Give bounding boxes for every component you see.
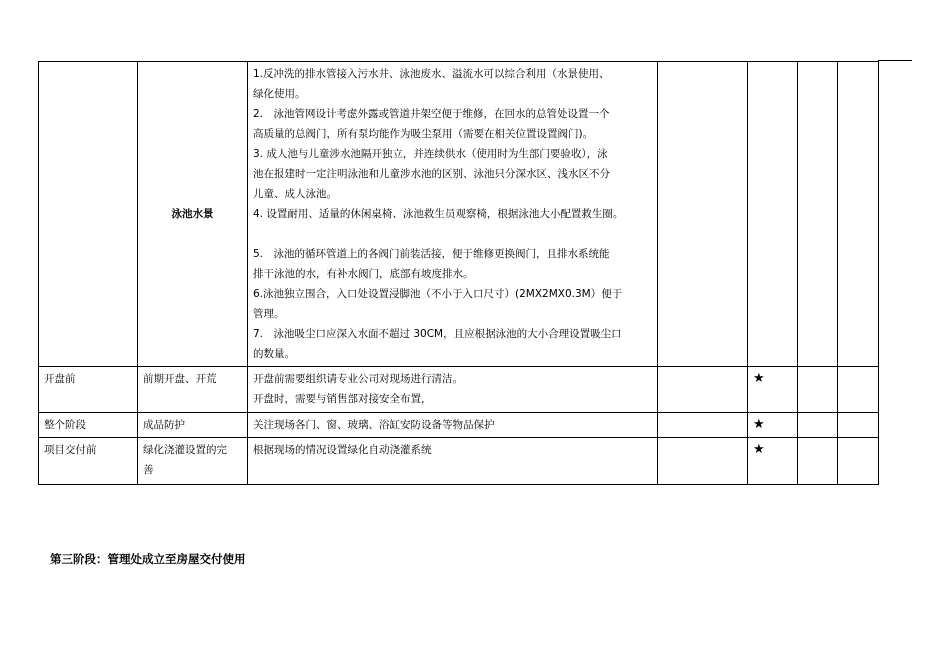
item-cell: 前期开盘、开荒: [138, 367, 248, 413]
item-cell: [138, 438, 248, 485]
empty-cell: [798, 438, 838, 485]
empty-cell: [838, 413, 879, 438]
content-line: 4. 设置耐用、适量的休闲桌椅、泳池救生员观察椅，根据泳池大小配置救生圈。: [253, 208, 624, 220]
empty-cell: [838, 62, 879, 367]
content-line: 开盘时，需要与销售部对接安全布置，: [253, 393, 432, 405]
empty-cell: [658, 438, 748, 485]
content-line: 池在报建时一定注明泳池和儿童涉水池的区别、泳池只分深水区、浅水区不分: [253, 168, 610, 180]
content-line: 7. 泳池吸尘口应深入水面不超过 30CM，且应根据泳池的大小合理设置吸尘口: [253, 328, 622, 340]
empty-cell: [798, 413, 838, 438]
empty-cell: [798, 62, 838, 367]
page-top-rule: [878, 60, 912, 61]
mark-cell: [748, 62, 798, 367]
content-line: 绿化使用。: [253, 88, 306, 100]
mark-cell: [748, 367, 798, 413]
content-line: 排干泳池的水，有补水阀门，底部有坡度排水。: [253, 268, 474, 280]
content-line: 2. 泳池管网设计考虑外露或管道井架空便于维修，在回水的总管处设置一个: [253, 108, 610, 120]
stage-cell: 整个阶段: [39, 413, 138, 438]
stage-cell: [39, 62, 138, 367]
empty-cell: [798, 367, 838, 413]
content-line: 6.泳池独立围合，入口处设置浸脚池（不小于入口尺寸）(2MX2MX0.3M）便于: [253, 288, 623, 300]
content-line: 5. 泳池的循环管道上的各阀门前装活接，便于维修更换阀门，且排水系统能: [253, 248, 610, 260]
content-cell: [248, 367, 658, 413]
content-cell: [248, 438, 658, 485]
content-cell: [248, 62, 658, 367]
content-line: 管理。: [253, 308, 285, 320]
table-row: [39, 438, 879, 485]
management-spec-table: [38, 61, 879, 485]
empty-cell: [838, 367, 879, 413]
content-cell: [248, 413, 658, 438]
content-line: 开盘前需要组织请专业公司对现场进行清洁。: [253, 373, 463, 385]
empty-cell: [658, 413, 748, 438]
mark-cell: [748, 438, 798, 485]
mark-cell: [748, 413, 798, 438]
item-line: 绿化浇灌设置的完: [143, 444, 227, 456]
stage-cell: 项目交付前: [39, 438, 138, 485]
content-line: 关注现场各门、窗、玻璃、浴缸安防设备等物品保护: [253, 419, 495, 431]
star-icon: ★: [753, 417, 765, 432]
content-line: 的数量。: [253, 348, 295, 360]
empty-cell: [838, 438, 879, 485]
content-line: 1.反冲洗的排水管接入污水井、泳池废水、溢流水可以综合利用（水景使用、: [253, 68, 610, 80]
table-row: [39, 367, 879, 413]
star-icon: ★: [753, 371, 765, 386]
item-cell-pool: 泳池水景: [138, 62, 248, 367]
empty-cell: [658, 367, 748, 413]
table-row: [39, 62, 879, 367]
table-row: [39, 413, 879, 438]
item-line: 善: [143, 464, 154, 476]
content-line: 高质量的总阀门，所有泵均能作为吸尘泵用（需要在相关位置设置阀门)。: [253, 128, 594, 140]
section-heading: 第三阶段：管理处成立至房屋交付使用: [50, 552, 246, 566]
content-line: 儿童、成人泳池。: [253, 188, 337, 200]
star-icon: ★: [753, 442, 765, 457]
stage-cell: 开盘前: [39, 367, 138, 413]
empty-cell: [658, 62, 748, 367]
item-cell: 成品防护: [138, 413, 248, 438]
content-blank-line: [253, 224, 652, 244]
content-line: 根据现场的情况设置绿化自动浇灌系统: [253, 444, 432, 456]
content-line: 3. 成人池与儿童涉水池隔开独立，并连续供水（使用时为生部门要验收），泳: [253, 148, 608, 160]
